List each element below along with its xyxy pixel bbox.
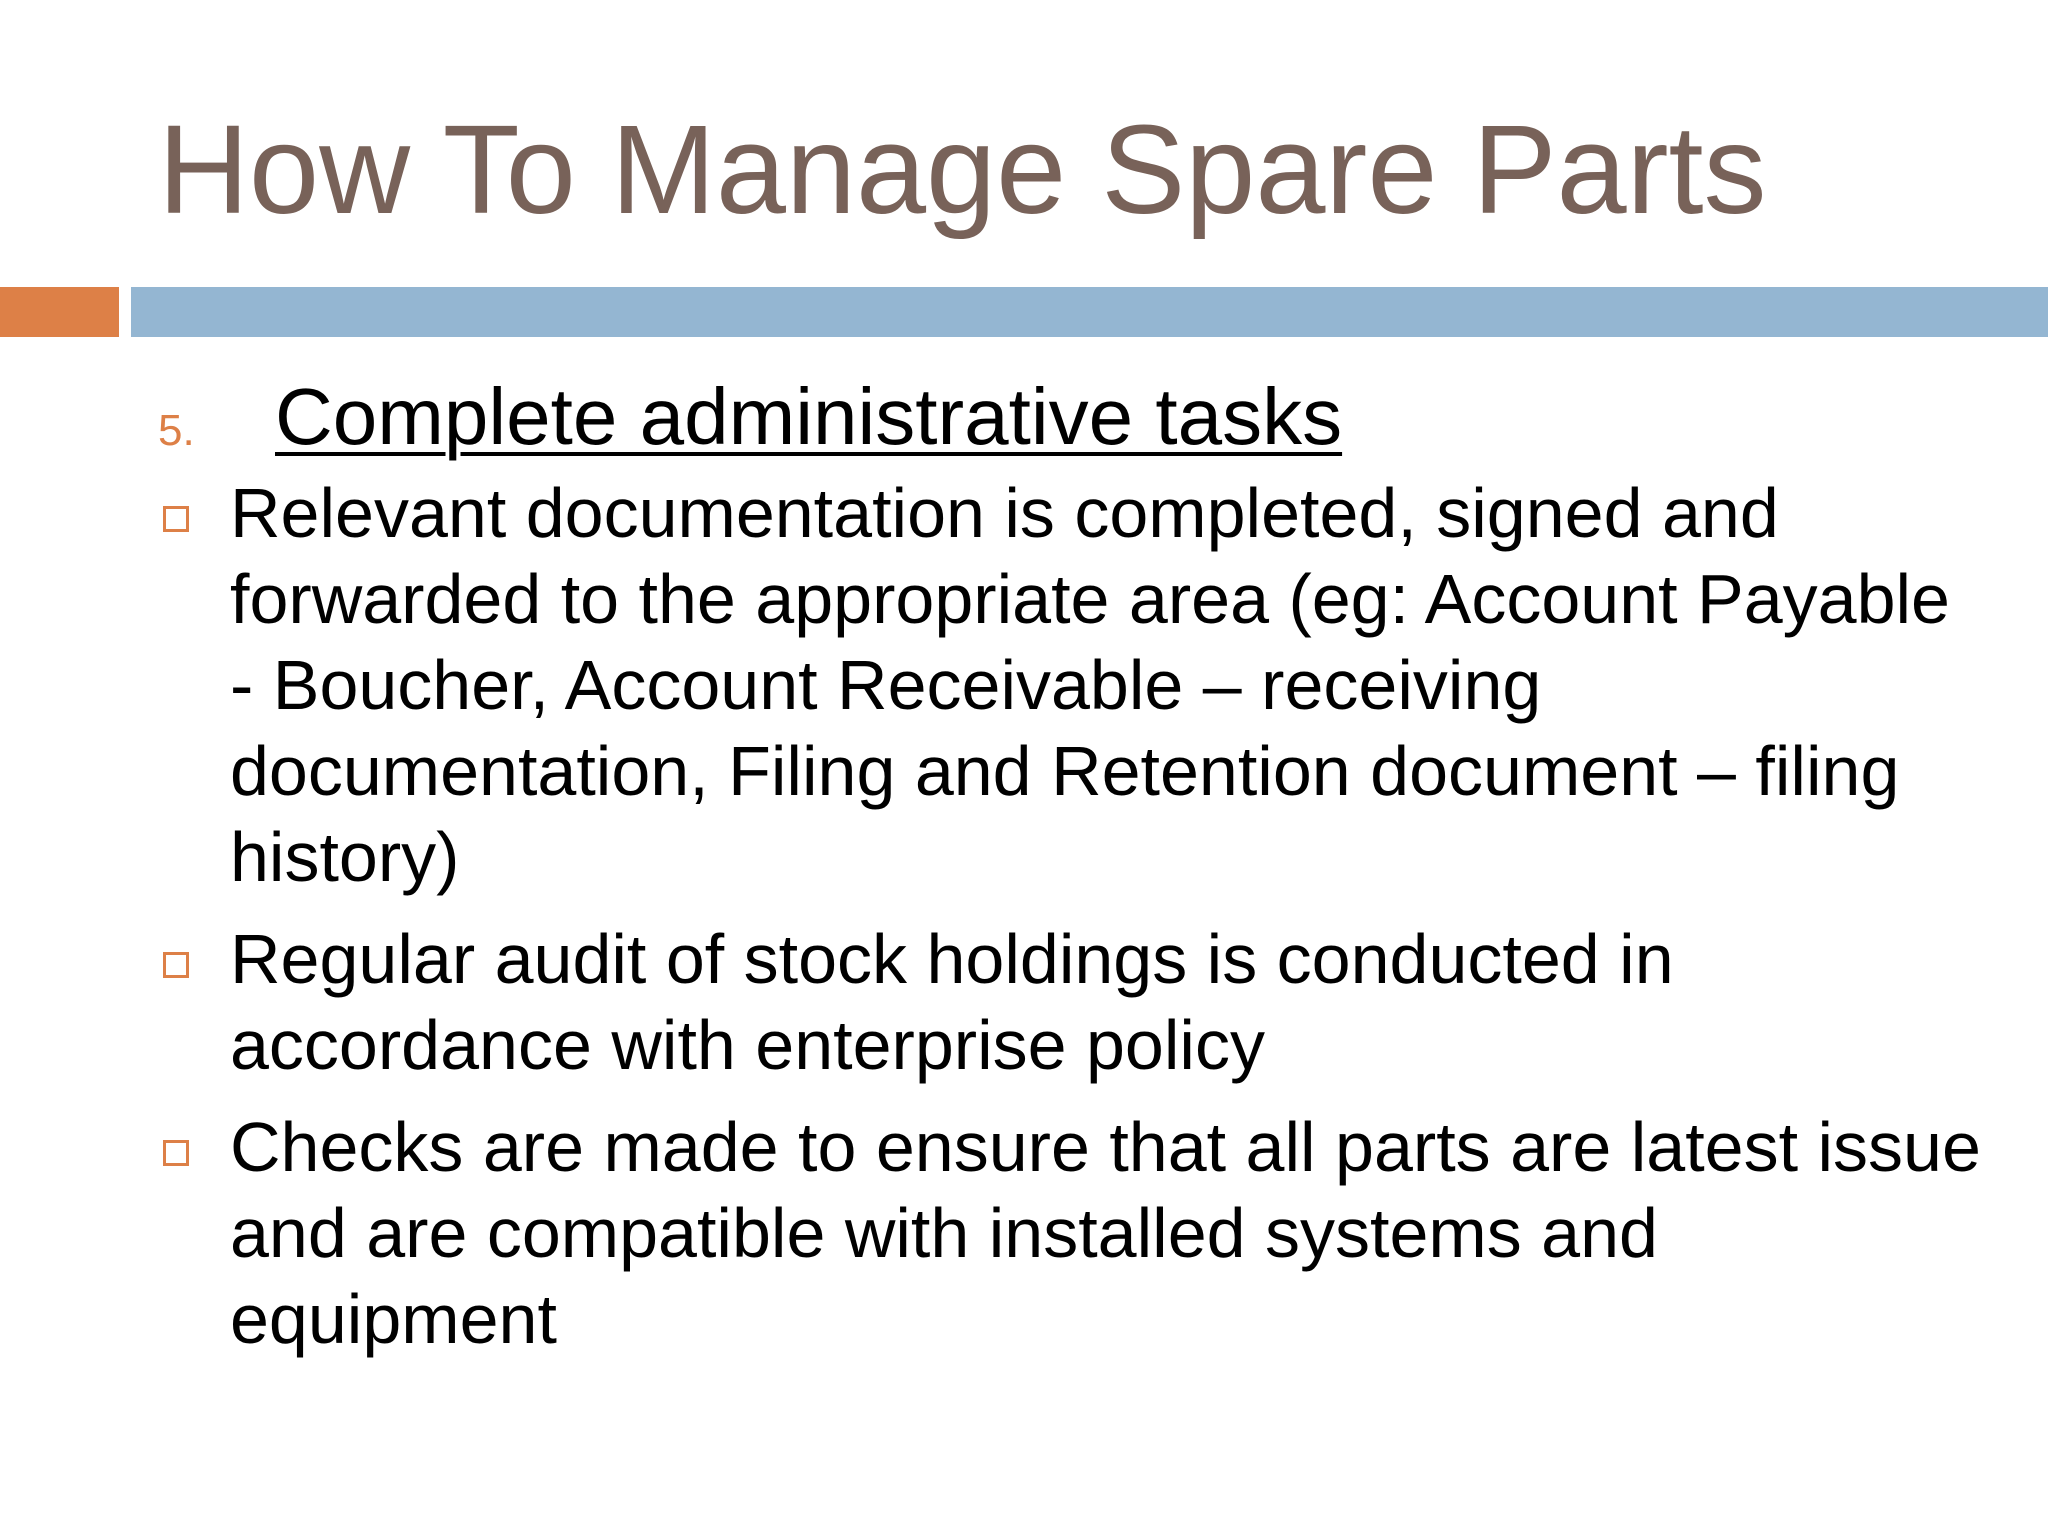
numbered-item [158, 370, 1988, 464]
accent-bar-orange [0, 287, 119, 337]
slide-content [158, 370, 1988, 1378]
numbered-item-marker: 5. [158, 406, 195, 455]
hollow-square-bullet-icon [163, 506, 189, 532]
numbered-item-heading: Complete administrative tasks [275, 372, 1343, 461]
hollow-square-bullet-icon [163, 952, 189, 978]
bullet-item [158, 470, 1988, 900]
accent-bar-blue [131, 287, 2048, 337]
slide-title: How To Manage Spare Parts [158, 99, 1767, 240]
bullet-text: Regular audit of stock holdings is conducted in accordance with enterprise policy [230, 920, 1674, 1084]
bullet-item [158, 916, 1988, 1088]
bullet-item [158, 1104, 1988, 1362]
bullet-text: Relevant documentation is completed, signed and forwarded to the appropriate area (eg: Account Payable - Boucher, Account Receivable – receiving documentation, Filing and Retention document – filing history) [230, 474, 1950, 896]
hollow-square-bullet-icon [163, 1140, 189, 1166]
bullet-text: Checks are made to ensure that all parts are latest issue and are compatible with installed systems and equipment [230, 1108, 1981, 1358]
